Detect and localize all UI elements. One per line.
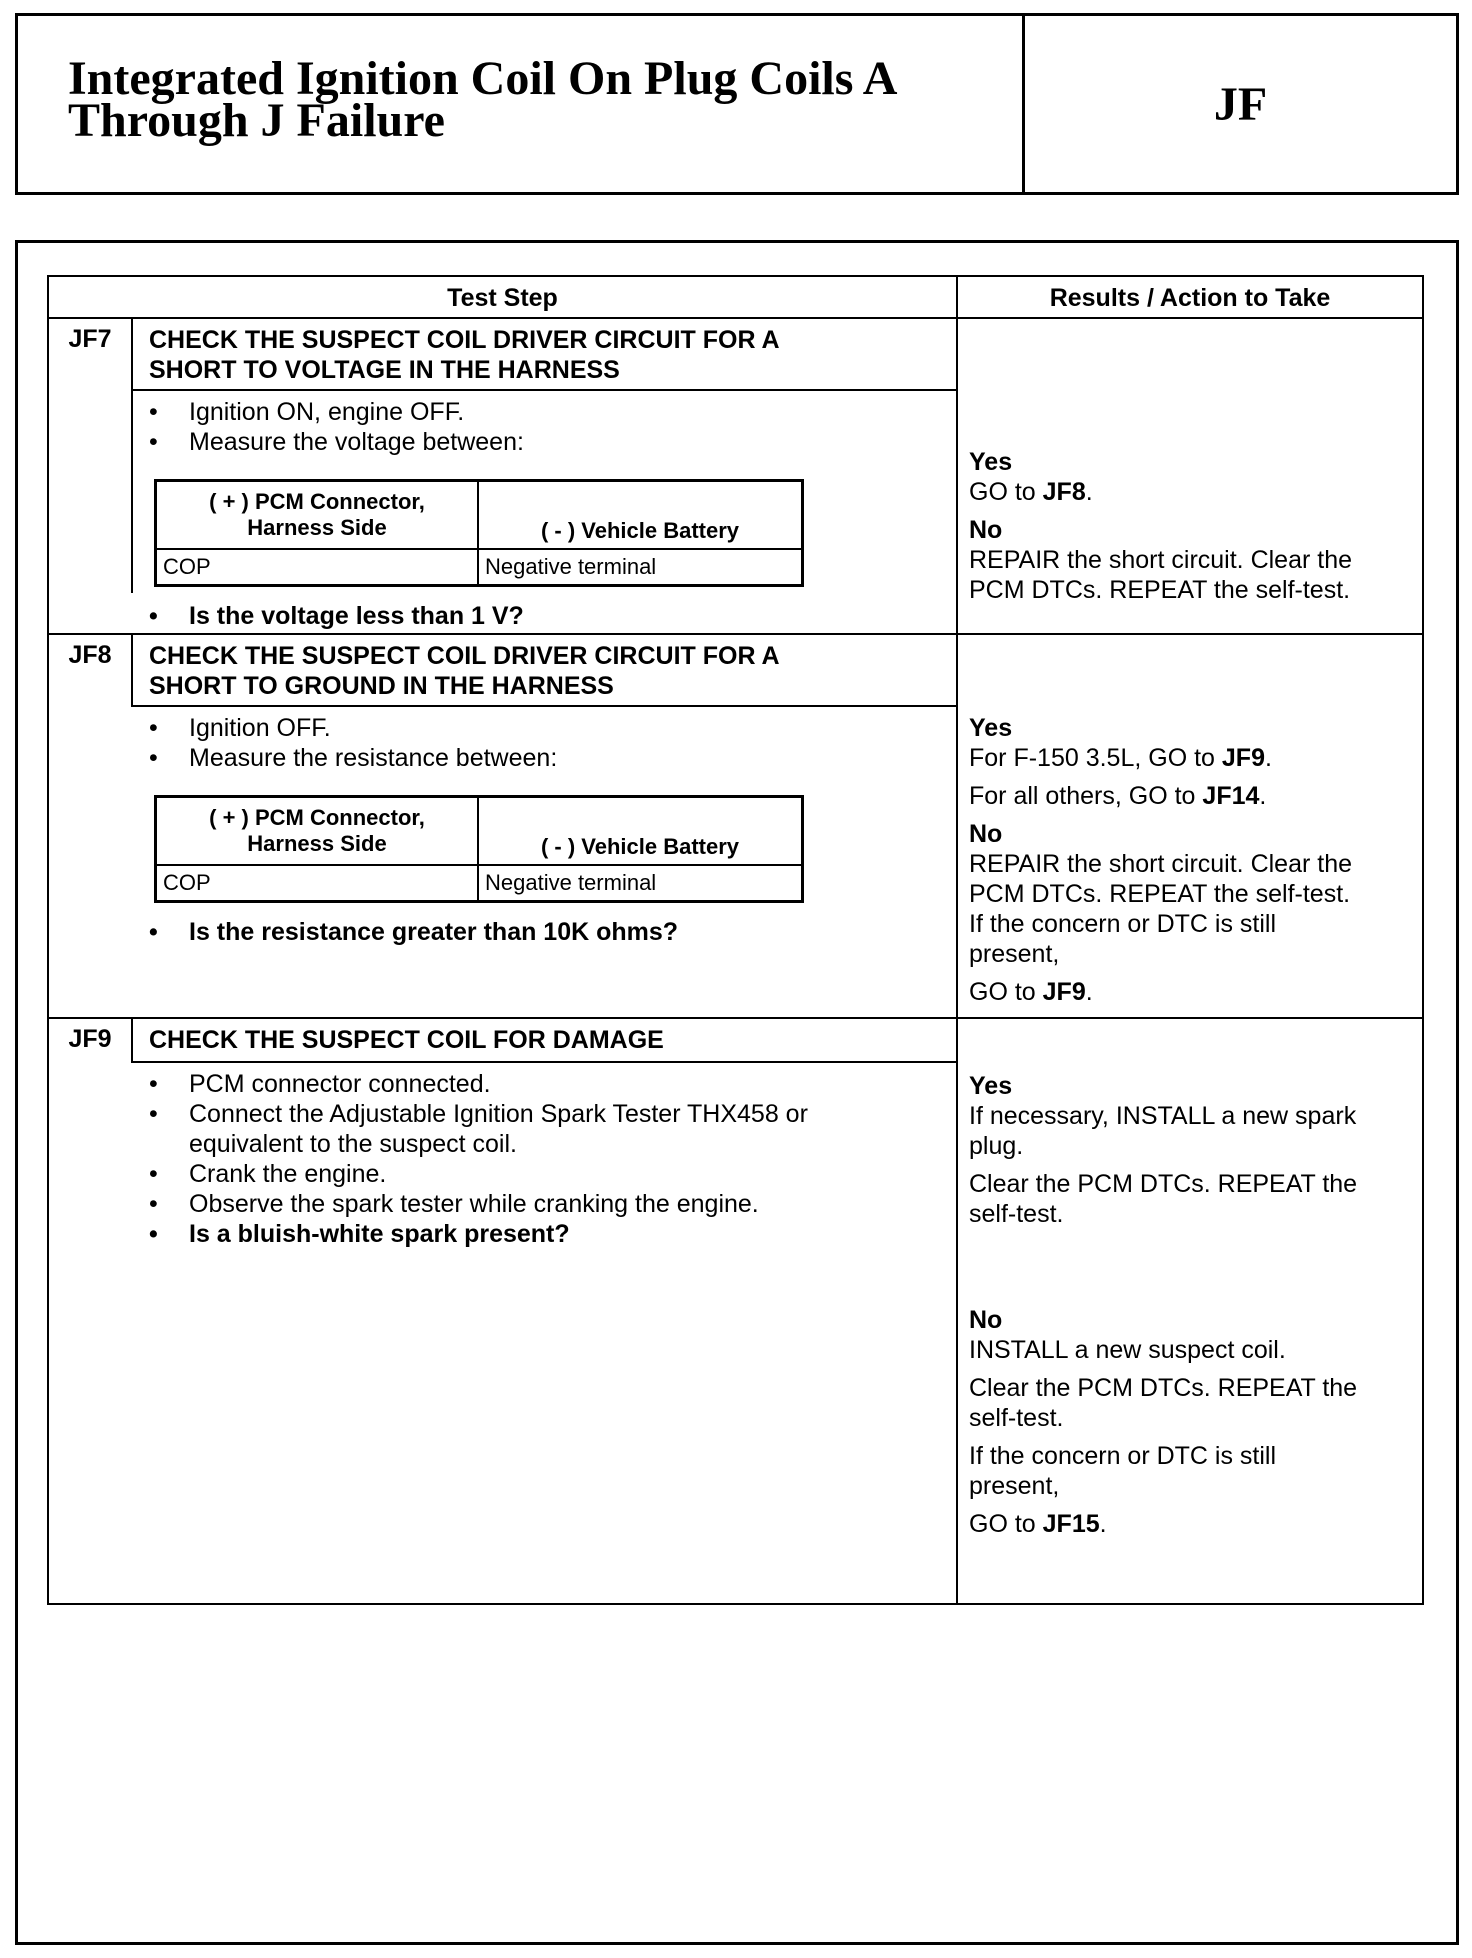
result-line: REPAIR the short circuit. Clear the bbox=[969, 850, 1353, 878]
measurement-cell: COP bbox=[156, 549, 479, 586]
no-label: No bbox=[969, 820, 1003, 848]
yes-label: Yes bbox=[969, 448, 1013, 476]
result-line: REPAIR the short circuit. Clear the bbox=[969, 546, 1353, 574]
document-header bbox=[15, 13, 1459, 195]
list-item: • Ignition OFF. bbox=[147, 713, 947, 743]
goto-link[interactable]: JF14 bbox=[1202, 782, 1260, 810]
goto-link[interactable]: JF9 bbox=[1042, 978, 1086, 1006]
result-line: Clear the PCM DTCs. REPEAT the bbox=[969, 1374, 1358, 1402]
result-line: Clear the PCM DTCs. REPEAT the bbox=[969, 1170, 1358, 1198]
step-title: CHECK THE SUSPECT COIL FOR DAMAGE bbox=[149, 1026, 664, 1054]
result-line: PCM DTCs. REPEAT the self-test. bbox=[969, 576, 1351, 604]
title-underline bbox=[131, 1061, 956, 1063]
document-title: Integrated Ignition Coil On Plug Coils A Through J Failure bbox=[68, 52, 898, 147]
step-results-no bbox=[969, 1305, 1419, 1539]
step-results bbox=[969, 713, 1419, 1007]
row-line bbox=[49, 1017, 1422, 1019]
list-item: • Observe the spark tester while cranking the engine. bbox=[147, 1189, 947, 1219]
list-item: • Measure the resistance between: bbox=[147, 743, 947, 773]
question-item: • Is the voltage less than 1 V? bbox=[147, 601, 947, 631]
yes-label: Yes bbox=[969, 1072, 1013, 1100]
id-divider bbox=[131, 319, 133, 593]
step-id: JF7 bbox=[68, 325, 112, 353]
id-divider bbox=[131, 1019, 133, 1063]
no-label: No bbox=[969, 516, 1003, 544]
result-line: PCM DTCs. REPEAT the self-test. bbox=[969, 880, 1351, 908]
step-question bbox=[147, 917, 947, 947]
measurement-header-pcm: ( + ) PCM Connector, Harness Side bbox=[156, 481, 479, 550]
measurement-cell: Negative terminal bbox=[478, 549, 803, 586]
list-item: • Ignition ON, engine OFF. bbox=[147, 397, 947, 427]
step-title: CHECK THE SUSPECT COIL DRIVER CIRCUIT FOR A SHORT TO VOLTAGE IN THE HARNESS bbox=[149, 326, 780, 384]
row-line bbox=[49, 633, 1422, 635]
result-line: present, bbox=[969, 1472, 1060, 1500]
question-item: • Is the resistance greater than 10K ohms? bbox=[147, 917, 947, 947]
result-line: For F-150 3.5L, GO to JF9. bbox=[969, 744, 1272, 772]
list-item: • Crank the engine. bbox=[147, 1159, 947, 1189]
title-underline bbox=[131, 705, 956, 707]
measurement-header-battery: ( - ) Vehicle Battery bbox=[478, 797, 803, 866]
yes-label: Yes bbox=[969, 714, 1013, 742]
id-divider bbox=[131, 635, 133, 705]
measurement-table bbox=[154, 795, 804, 903]
measurement-cell: Negative terminal bbox=[478, 865, 803, 902]
result-line: If the concern or DTC is still bbox=[969, 910, 1277, 938]
column-header-test-step: Test Step bbox=[447, 283, 558, 312]
list-item: • PCM connector connected. bbox=[147, 1069, 947, 1099]
result-line: self-test. bbox=[969, 1200, 1064, 1228]
goto-link[interactable]: JF8 bbox=[1042, 478, 1086, 506]
step-instructions bbox=[147, 713, 947, 773]
result-line: For all others, GO to JF14. bbox=[969, 782, 1267, 810]
step-instructions bbox=[147, 1069, 947, 1249]
result-line: GO to JF15. bbox=[969, 1510, 1107, 1538]
measurement-header-battery: ( - ) Vehicle Battery bbox=[478, 481, 803, 550]
measurement-table bbox=[154, 479, 804, 587]
result-line: If necessary, INSTALL a new spark bbox=[969, 1102, 1357, 1130]
result-line: GO to JF9. bbox=[969, 978, 1093, 1006]
diagnostic-table bbox=[47, 275, 1424, 1605]
measurement-cell: COP bbox=[156, 865, 479, 902]
result-line: If the concern or DTC is still bbox=[969, 1442, 1277, 1470]
step-results bbox=[969, 447, 1419, 605]
result-line: INSTALL a new suspect coil. bbox=[969, 1336, 1286, 1364]
question-item: • Is a bluish-white spark present? bbox=[147, 1219, 947, 1249]
step-results bbox=[969, 1071, 1419, 1229]
list-item: • Measure the voltage between: bbox=[147, 427, 947, 457]
step-title: CHECK THE SUSPECT COIL DRIVER CIRCUIT FOR A SHORT TO GROUND IN THE HARNESS bbox=[149, 642, 780, 700]
no-label: No bbox=[969, 1306, 1003, 1334]
measurement-header-pcm: ( + ) PCM Connector, Harness Side bbox=[156, 797, 479, 866]
list-item: • Connect the Adjustable Ignition Spark Tester THX458 or equivalent to the suspect coil. bbox=[147, 1099, 947, 1159]
goto-link[interactable]: JF15 bbox=[1042, 1510, 1100, 1538]
result-line: GO to JF8. bbox=[969, 478, 1093, 506]
result-line: plug. bbox=[969, 1132, 1024, 1160]
step-id: JF9 bbox=[68, 1025, 112, 1053]
result-line: present, bbox=[969, 940, 1060, 968]
step-instructions bbox=[147, 397, 947, 457]
section-code: JF bbox=[1213, 77, 1268, 131]
column-divider bbox=[956, 277, 958, 1603]
column-header-results: Results / Action to Take bbox=[1049, 283, 1331, 312]
step-question bbox=[147, 601, 947, 631]
goto-link[interactable]: JF9 bbox=[1221, 744, 1265, 772]
step-id: JF8 bbox=[68, 641, 112, 669]
result-line: self-test. bbox=[969, 1404, 1064, 1432]
title-underline bbox=[131, 389, 956, 391]
